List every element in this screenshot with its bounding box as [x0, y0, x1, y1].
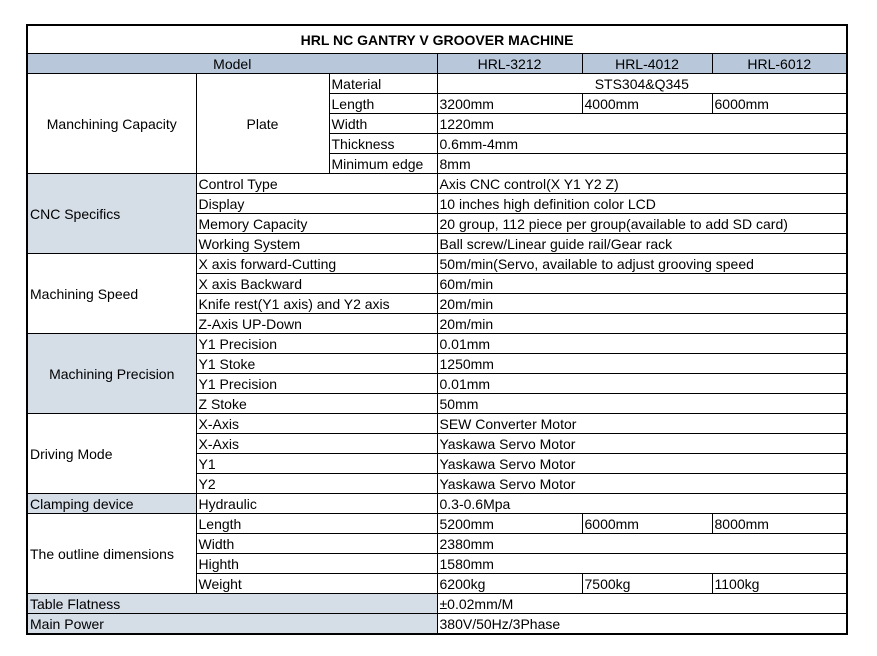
speed-row-label: Z-Axis UP-Down: [196, 314, 437, 334]
outline-length-2: 6000mm: [582, 514, 712, 534]
cnc-row-label: Control Type: [196, 174, 437, 194]
model-header: Model: [27, 54, 437, 74]
precision-row-label: Y1 Stoke: [196, 354, 437, 374]
outline-height-label: Highth: [196, 554, 437, 574]
outline-weight-3: 1100kg: [712, 574, 847, 594]
min-edge-value: 8mm: [437, 154, 847, 174]
precision-row-value: 1250mm: [437, 354, 847, 374]
power-value: 380V/50Hz/3Phase: [437, 614, 847, 635]
table-title: HRL NC GANTRY V GROOVER MACHINE: [27, 25, 847, 54]
model-hrl-6012: HRL-6012: [712, 54, 847, 74]
outline-weight-2: 7500kg: [582, 574, 712, 594]
length-label: Length: [329, 94, 437, 114]
outline-weight-label: Weight: [196, 574, 437, 594]
length-value-2: 4000mm: [582, 94, 712, 114]
cnc-label: CNC Specifics: [27, 174, 196, 254]
outline-label: The outline dimensions: [27, 514, 196, 594]
outline-height-value: 1580mm: [437, 554, 847, 574]
outline-width-label: Width: [196, 534, 437, 554]
outline-weight-1: 6200kg: [437, 574, 582, 594]
length-value-3: 6000mm: [712, 94, 847, 114]
precision-row-label: Y1 Precision: [196, 334, 437, 354]
speed-row-value: 50m/min(Servo, available to adjust grooving speed: [437, 254, 847, 274]
capacity-label: Manchining Capacity: [27, 74, 196, 174]
clamping-sub: Hydraulic: [196, 494, 437, 514]
cnc-row-value: 10 inches high definition color LCD: [437, 194, 847, 214]
power-label: Main Power: [27, 614, 437, 635]
cnc-row-label: Display: [196, 194, 437, 214]
outline-length-1: 5200mm: [437, 514, 582, 534]
thickness-value: 0.6mm-4mm: [437, 134, 847, 154]
outline-length-3: 8000mm: [712, 514, 847, 534]
driving-row-label: X-Axis: [196, 434, 437, 454]
cnc-row-value: Axis CNC control(X Y1 Y2 Z): [437, 174, 847, 194]
speed-label: Machining Speed: [27, 254, 196, 334]
thickness-label: Thickness: [329, 134, 437, 154]
precision-label: Machining Precision: [27, 334, 196, 414]
precision-row-value: 0.01mm: [437, 334, 847, 354]
clamping-value: 0.3-0.6Mpa: [437, 494, 847, 514]
material-value: STS304&Q345: [437, 74, 847, 94]
driving-row-label: Y2: [196, 474, 437, 494]
speed-row-label: X axis forward-Cutting: [196, 254, 437, 274]
driving-row-value: SEW Converter Motor: [437, 414, 847, 434]
width-label: Width: [329, 114, 437, 134]
model-hrl-3212: HRL-3212: [437, 54, 582, 74]
plate-label: Plate: [196, 74, 329, 174]
precision-row-label: Z Stoke: [196, 394, 437, 414]
width-value: 1220mm: [437, 114, 847, 134]
driving-row-label: X-Axis: [196, 414, 437, 434]
driving-row-value: Yaskawa Servo Motor: [437, 454, 847, 474]
cnc-row-label: Memory Capacity: [196, 214, 437, 234]
outline-length-label: Length: [196, 514, 437, 534]
speed-row-value: 20m/min: [437, 294, 847, 314]
driving-row-value: Yaskawa Servo Motor: [437, 434, 847, 454]
flatness-value: ±0.02mm/M: [437, 594, 847, 614]
min-edge-label: Minimum edge: [329, 154, 437, 174]
model-hrl-4012: HRL-4012: [582, 54, 712, 74]
speed-row-label: X axis Backward: [196, 274, 437, 294]
clamping-label: Clamping device: [27, 494, 196, 514]
precision-row-label: Y1 Precision: [196, 374, 437, 394]
length-value-1: 3200mm: [437, 94, 582, 114]
driving-label: Driving Mode: [27, 414, 196, 494]
driving-row-value: Yaskawa Servo Motor: [437, 474, 847, 494]
precision-row-value: 50mm: [437, 394, 847, 414]
cnc-row-value: 20 group, 112 piece per group(available to add SD card): [437, 214, 847, 234]
spec-table: [26, 24, 848, 635]
speed-row-value: 20m/min: [437, 314, 847, 334]
flatness-label: Table Flatness: [27, 594, 437, 614]
speed-row-label: Knife rest(Y1 axis) and Y2 axis: [196, 294, 437, 314]
precision-row-value: 0.01mm: [437, 374, 847, 394]
driving-row-label: Y1: [196, 454, 437, 474]
speed-row-value: 60m/min: [437, 274, 847, 294]
cnc-row-value: Ball screw/Linear guide rail/Gear rack: [437, 234, 847, 254]
cnc-row-label: Working System: [196, 234, 437, 254]
outline-width-value: 2380mm: [437, 534, 847, 554]
material-label: Material: [329, 74, 437, 94]
